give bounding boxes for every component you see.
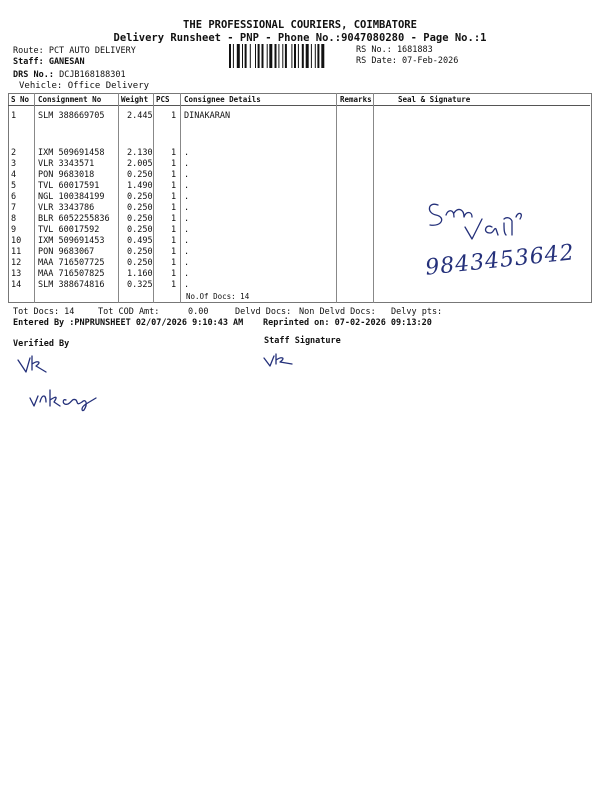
row-sno: 13 (11, 269, 22, 279)
document-subtitle: Delivery Runsheet - PNP - Phone No.:9047080280 - Page No.:1 (113, 32, 487, 44)
verifier-initials (14, 352, 54, 376)
row-weight: 0.325 (127, 280, 153, 290)
route-line: Route: PCT AUTO DELIVERY (13, 46, 136, 56)
row-sno: 3 (11, 159, 17, 169)
row-consignee: . (184, 159, 190, 169)
delvy-pts: Delvy pts: (391, 307, 443, 317)
row-consignee: . (184, 280, 190, 290)
column-divider (373, 93, 374, 303)
row-consignee: . (184, 269, 190, 279)
verifier-signature (26, 384, 106, 414)
col-header-remarks: Remarks (340, 95, 372, 104)
row-pcs: 1 (171, 148, 177, 158)
tot-cod-value: 0.00 (188, 307, 209, 317)
row-sno: 4 (11, 170, 17, 180)
column-divider (34, 93, 35, 303)
drs-line (13, 70, 126, 80)
rs-date: RS Date: 07-Feb-2026 (356, 56, 459, 66)
reprinted-on: Reprinted on: 07-02-2026 09:13:20 (263, 318, 432, 328)
column-divider (336, 93, 337, 303)
tot-docs: Tot Docs: 14 (13, 307, 75, 317)
row-consignment: TVL 60017591 (38, 181, 100, 191)
row-consignee: . (184, 236, 190, 246)
row-consignment: IXM 509691458 (38, 148, 105, 158)
document-title: THE PROFESSIONAL COURIERS, COIMBATORE (183, 19, 417, 31)
staff-line: Staff: GANESAN (13, 57, 85, 67)
barcode (229, 44, 354, 68)
staff-initials (260, 350, 300, 370)
row-pcs: 1 (171, 269, 177, 279)
drs-value: DCJB168188301 (59, 70, 126, 80)
row-weight: 0.250 (127, 170, 153, 180)
row-sno: 6 (11, 192, 17, 202)
col-header-consignee: Consignee Details (184, 95, 261, 104)
row-pcs: 1 (171, 159, 177, 169)
row-consignee: . (184, 214, 190, 224)
row-pcs: 1 (171, 214, 177, 224)
tot-cod-label: Tot COD Amt: (98, 307, 160, 317)
row-weight: 0.250 (127, 203, 153, 213)
row-pcs: 1 (171, 225, 177, 235)
row-weight: 2.130 (127, 148, 153, 158)
row-consignee: . (184, 258, 190, 268)
drs-label: DRS No.: (13, 70, 54, 80)
col-header-consignment: Consignment No (38, 95, 102, 104)
entered-by: Entered By :PNPRUNSHEET 02/07/2026 9:10:43 AM (13, 318, 244, 328)
vehicle-line: Vehicle: Office Delivery (19, 81, 150, 91)
row-pcs: 1 (171, 192, 177, 202)
row-consignment: TVL 60017592 (38, 225, 100, 235)
column-divider (153, 93, 154, 303)
row-pcs: 1 (171, 170, 177, 180)
row-pcs: 1 (171, 247, 177, 257)
rs-number: RS No.: 1681883 (356, 45, 433, 55)
row-consignee: . (184, 203, 190, 213)
row-consignment: SLM 388674816 (38, 280, 105, 290)
col-header-pcs: PCS (156, 95, 170, 104)
row-pcs: 1 (171, 203, 177, 213)
row-sno: 14 (11, 280, 22, 290)
row-consignee: . (184, 247, 190, 257)
header-divider (8, 105, 590, 106)
row-pcs: 1 (171, 181, 177, 191)
row-consignee: DINAKARAN (184, 111, 231, 121)
row-consignment: NGL 100384199 (38, 192, 105, 202)
row-weight: 2.005 (127, 159, 153, 169)
col-header-seal: Seal & Signature (398, 95, 471, 104)
row-sno: 8 (11, 214, 17, 224)
row-weight: 0.250 (127, 258, 153, 268)
row-consignee: . (184, 170, 190, 180)
row-weight: 0.250 (127, 192, 153, 202)
row-consignee: . (184, 192, 190, 202)
row-weight: 0.250 (127, 214, 153, 224)
row-consignment: VLR 3343571 (38, 159, 95, 169)
row-consignment: MAA 716507825 (38, 269, 105, 279)
row-sno: 7 (11, 203, 17, 213)
col-header-sno: S No (11, 95, 30, 104)
non-delvd-docs: Non Delvd Docs: (299, 307, 376, 317)
row-weight: 1.490 (127, 181, 153, 191)
col-header-weight: Weight (121, 95, 149, 104)
row-consignee: . (184, 225, 190, 235)
row-pcs: 1 (171, 280, 177, 290)
row-consignment: MAA 716507725 (38, 258, 105, 268)
handwritten-phone: 9843453642 (424, 240, 576, 281)
row-pcs: 1 (171, 258, 177, 268)
row-sno: 5 (11, 181, 17, 191)
row-consignment: IXM 509691453 (38, 236, 105, 246)
row-sno: 11 (11, 247, 22, 257)
row-pcs: 1 (171, 111, 177, 121)
row-consignment: VLR 3343786 (38, 203, 95, 213)
row-pcs: 1 (171, 236, 177, 246)
row-sno: 10 (11, 236, 22, 246)
row-consignment: PON 9683018 (38, 170, 95, 180)
row-consignee: . (184, 148, 190, 158)
row-weight: 0.250 (127, 225, 153, 235)
staff-signature-label: Staff Signature (264, 336, 341, 346)
row-consignment: PON 9683067 (38, 247, 95, 257)
column-divider (180, 93, 181, 303)
row-consignment: SLM 388669705 (38, 111, 105, 121)
delvd-docs: Delvd Docs: (235, 307, 292, 317)
verified-by-label: Verified By (13, 339, 70, 349)
row-sno: 1 (11, 111, 17, 121)
row-weight: 1.160 (127, 269, 153, 279)
row-sno: 2 (11, 148, 17, 158)
row-weight: 0.495 (127, 236, 153, 246)
no-of-docs: No.Of Docs: 14 (186, 292, 250, 301)
row-sno: 12 (11, 258, 22, 268)
column-divider (118, 93, 119, 303)
row-consignment: BLR 6052255836 (38, 214, 110, 224)
row-weight: 0.250 (127, 247, 153, 257)
row-weight: 2.445 (127, 111, 153, 121)
row-sno: 9 (11, 225, 17, 235)
row-consignee: . (184, 181, 190, 191)
